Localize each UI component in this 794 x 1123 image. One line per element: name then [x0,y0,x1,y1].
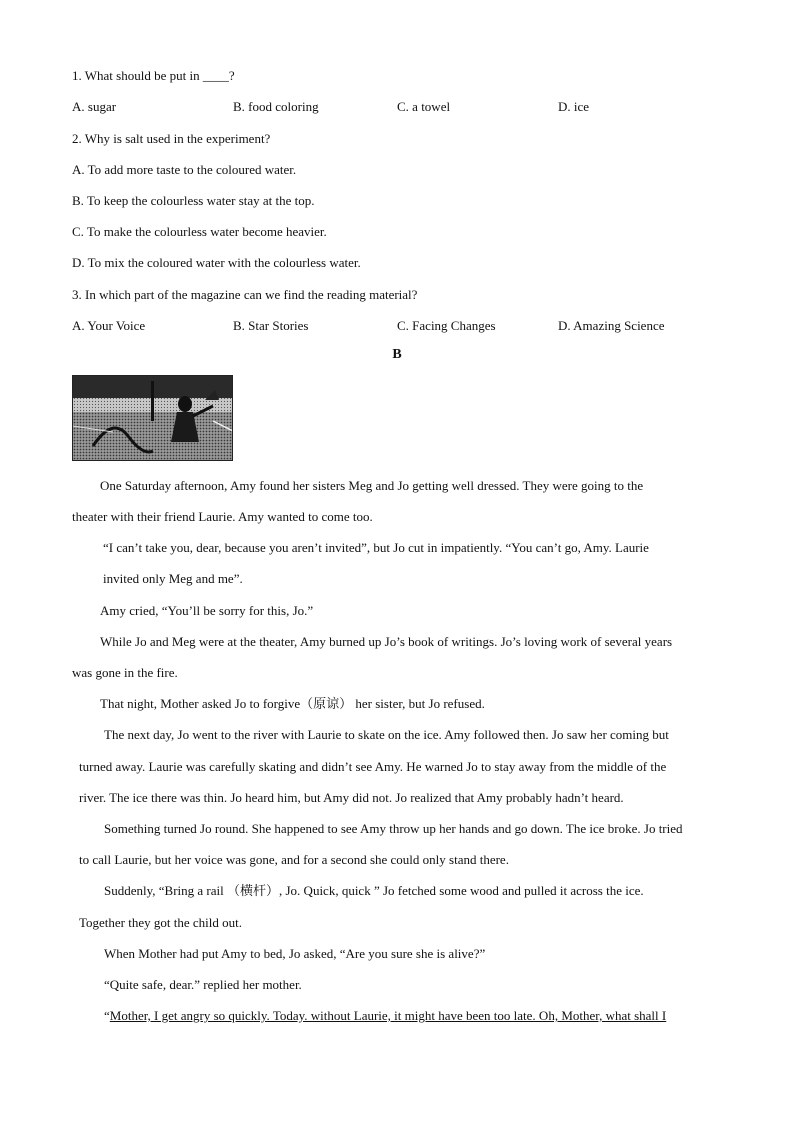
passage-line-2: theater with their friend Laurie. Amy wanted to come too. [72,509,373,524]
underlined-sentence: Mother, I get angry so quickly. Today. without Laurie, it might have been too late. Oh, Mother, what shall I [109,1008,667,1023]
q3-option-b: B. Star Stories [233,318,309,333]
passage-line-15: Together they got the child out. [79,915,242,930]
passage-line-16: When Mother had put Amy to bed, Jo asked, “Are you sure she is alive?” [104,946,486,961]
q2-option-d: D. To mix the coloured water with the colourless water. [72,255,361,270]
passage-line-14: Suddenly, “Bring a rail （横杆）, Jo. Quick, quick ” Jo fetched some wood and pulled it across the ice. [104,883,644,898]
passage-line-1: One Saturday afternoon, Amy found her sisters Meg and Jo getting well dressed. They were going to the [100,478,644,493]
question-2-stem: 2. Why is salt used in the experiment? [72,131,271,146]
q3-option-d: D. Amazing Science [558,318,665,333]
passage-line-5: Amy cried, “You’ll be sorry for this, Jo.” [100,603,314,618]
passage-line-6: While Jo and Meg were at the theater, Amy burned up Jo’s book of writings. Jo’s loving work of several years [100,634,673,649]
q2-option-b: B. To keep the colourless water stay at the top. [72,193,315,208]
q1-option-d: D. ice [558,99,590,114]
q1-option-b: B. food coloring [233,99,319,114]
passage-line-4: invited only Meg and me”. [103,571,243,586]
passage-line-8: That night, Mother asked Jo to forgive（原谅） her sister, but Jo refused. [100,696,485,711]
passage-line-9: The next day, Jo went to the river with Laurie to skate on the ice. Amy followed then. Jo saw her coming but [104,727,669,742]
q3-option-c: C. Facing Changes [397,318,496,333]
passage-line-10: turned away. Laurie was carefully skating and didn’t see Amy. He warned Jo to stay away from the middle of the [79,759,667,774]
passage-line-13: to call Laurie, but her voice was gone, and for a second she could only stand there. [79,852,509,867]
opening-quote: “ [104,1008,110,1023]
passage-line-17: “Quite safe, dear.” replied her mother. [104,977,302,992]
q2-option-a: A. To add more taste to the coloured water. [72,162,297,177]
q1-option-a: A. sugar [72,99,117,114]
passage-line-7: was gone in the fire. [72,665,178,680]
q2-option-c: C. To make the colourless water become heavier. [72,224,327,239]
question-3-stem: 3. In which part of the magazine can we find the reading material? [72,287,418,302]
passage-line-11: river. The ice there was thin. Jo heard him, but Amy did not. Jo realized that Amy probably hadn’t heard. [79,790,624,805]
q1-option-c: C. a towel [397,99,451,114]
question-3-options [72,318,752,334]
passage-line-3: “I can’t take you, dear, because you aren’t invited”, but Jo cut in impatiently. “You can’t go, Amy. Laurie [103,540,649,555]
question-1-options [72,99,752,115]
question-1-stem: 1. What should be put in ____? [72,68,235,83]
q3-option-a: A. Your Voice [72,318,146,333]
passage-line-12: Something turned Jo round. She happened to see Amy throw up her hands and go down. The ice broke. Jo tried [104,821,683,836]
story-illustration [72,375,233,461]
passage-line-18 [104,1008,666,1024]
section-label: B [392,347,402,362]
